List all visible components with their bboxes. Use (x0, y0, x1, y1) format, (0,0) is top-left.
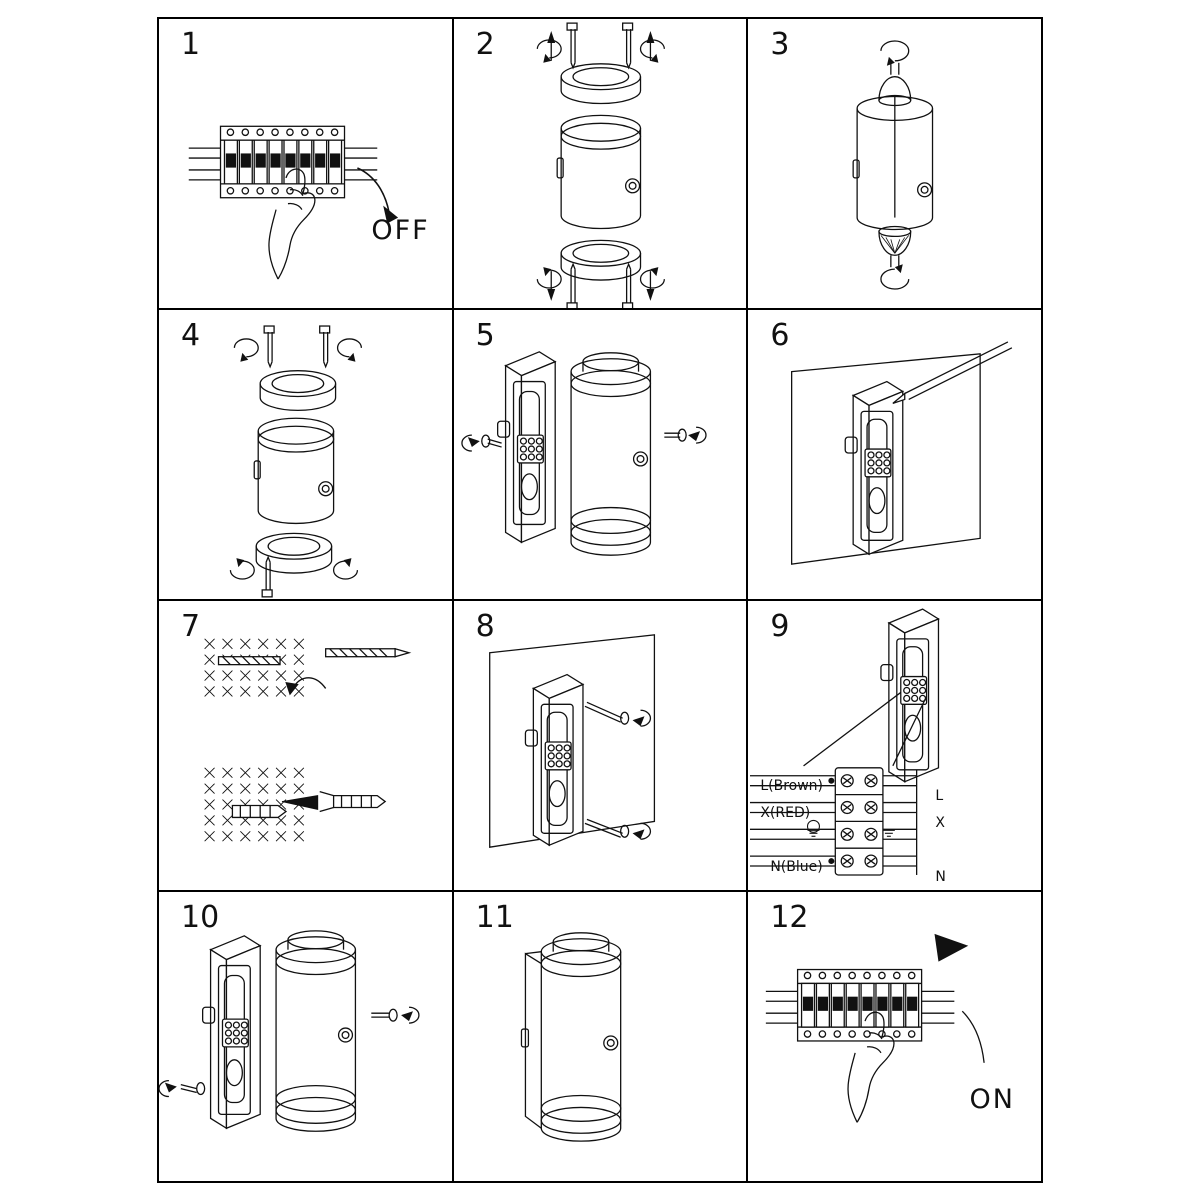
panel-12-illustration (748, 892, 1041, 1181)
wire-label-neutral: N(Blue) (770, 859, 823, 875)
step-number: 4 (181, 318, 201, 353)
panel-4-illustration (159, 310, 452, 599)
panel-2 (454, 19, 749, 310)
step-number: 9 (770, 609, 790, 644)
panel-4 (159, 310, 454, 601)
panel-11 (454, 892, 749, 1183)
step-number: 6 (770, 318, 790, 353)
step-number: 10 (181, 900, 220, 935)
panel-9-illustration (748, 601, 1041, 890)
panel-10-illustration (159, 892, 452, 1181)
panel-6-illustration (748, 310, 1041, 599)
terminal-label-x: X (935, 815, 945, 831)
power-off-label: OFF (371, 215, 430, 246)
panel-1 (159, 19, 454, 310)
panel-9 (748, 601, 1043, 892)
panel-3-illustration (748, 19, 1041, 308)
panel-5-illustration (454, 310, 747, 599)
panel-7-illustration (159, 601, 452, 890)
wire-label-switched-live: X(RED) (760, 805, 811, 821)
step-number: 3 (770, 27, 790, 62)
panel-5 (454, 310, 749, 601)
wire-label-live: L(Brown) (760, 778, 823, 794)
step-number: 5 (475, 318, 495, 353)
step-number: 2 (475, 27, 495, 62)
step-number: 1 (181, 27, 201, 62)
panel-12 (748, 892, 1043, 1183)
power-on-label: ON (969, 1084, 1015, 1115)
panel-1-illustration (159, 19, 452, 308)
panel-8 (454, 601, 749, 892)
panel-8-illustration (454, 601, 747, 890)
step-number: 11 (475, 900, 514, 935)
panel-6 (748, 310, 1043, 601)
step-number: 7 (181, 609, 201, 644)
panel-10 (159, 892, 454, 1183)
panel-7 (159, 601, 454, 892)
terminal-label-l: L (935, 788, 944, 804)
terminal-label-n: N (935, 869, 946, 885)
step-number: 12 (770, 900, 809, 935)
panel-3 (748, 19, 1043, 310)
instruction-sheet (157, 17, 1043, 1183)
panel-11-illustration (454, 892, 747, 1181)
panel-2-illustration (454, 19, 747, 308)
step-number: 8 (475, 609, 495, 644)
